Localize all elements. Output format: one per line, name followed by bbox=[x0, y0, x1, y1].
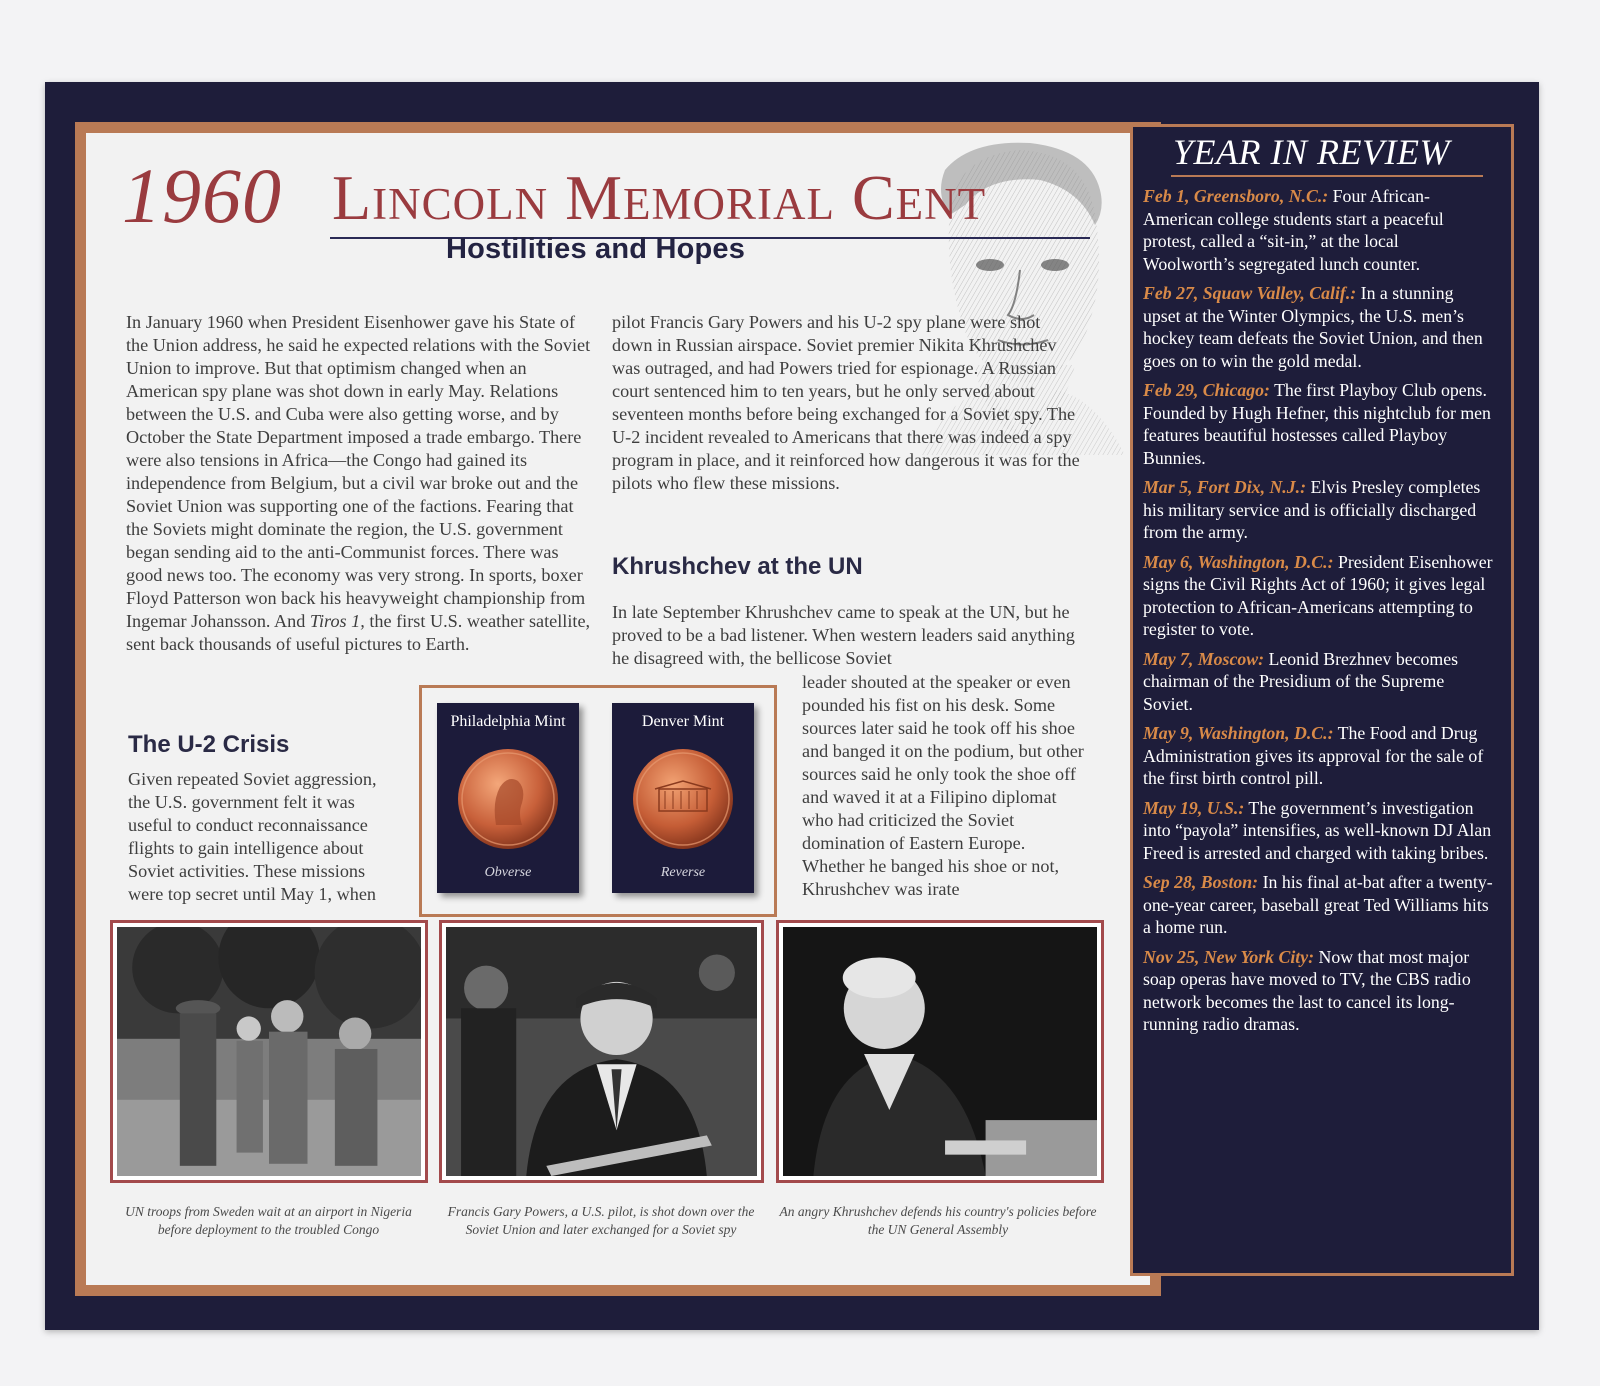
event-text: The Food and Drug Administration gives its approval for the sale of the first birth control pill. bbox=[1143, 723, 1484, 788]
intro-column-1 bbox=[126, 311, 596, 656]
event-date: Nov 25, New York City: bbox=[1143, 946, 1315, 967]
philadelphia-label: Philadelphia Mint bbox=[450, 713, 566, 730]
event-text: In his final at-bat after a twenty-one-year career, baseball great Ted Williams hits a home run. bbox=[1143, 872, 1493, 937]
u2-text: Given repeated Soviet aggression, the U.S. government felt it was useful to conduct reconnaissance flights to gain intelligence about Soviet activities. These missions were top secret until May 1, when bbox=[128, 769, 377, 904]
un-text-a: In late September Khrushchev came to speak at the UN, but he proved to be a bad listener. When western leaders said anything he disagreed with, the bellicose Soviet bbox=[612, 602, 1075, 668]
gary-powers-image bbox=[446, 927, 757, 1176]
event-text: Elvis Presley completes his military service and is officially discharged from the army. bbox=[1143, 477, 1481, 542]
event-date: May 19, U.S.: bbox=[1143, 797, 1245, 818]
event-date: Feb 29, Chicago: bbox=[1143, 380, 1270, 400]
event-item bbox=[1143, 648, 1493, 716]
un-heading: Khrushchev at the UN bbox=[612, 553, 863, 580]
denver-card bbox=[612, 703, 754, 893]
event-text: President Eisenhower signs the Civil Rights Act of 1960; it gives legal protection to African-Americans attempting to register to vote. bbox=[1143, 551, 1493, 639]
event-date: Sep 28, Boston: bbox=[1143, 872, 1259, 892]
event-item bbox=[1143, 722, 1493, 790]
philadelphia-card bbox=[437, 703, 579, 893]
un-troops-image bbox=[117, 927, 421, 1176]
year-in-review-panel bbox=[1130, 124, 1514, 1276]
reverse-label: Reverse bbox=[660, 865, 706, 880]
photo-un-troops bbox=[110, 920, 428, 1183]
page-title: Lincoln Memorial Cent bbox=[332, 162, 987, 233]
event-text: Four African-American college students start a peaceful protest, called a “sit-in,” at the local Woolworth’s segregated lunch counter. bbox=[1143, 186, 1444, 274]
tiros-text: Tiros 1, bbox=[309, 611, 365, 631]
intro-text-end: the first U.S. weather satellite, sent back thousands of useful pictures to Earth. bbox=[126, 611, 591, 654]
denver-label: Denver Mint bbox=[641, 713, 725, 730]
year-in-review-title: YEAR IN REVIEW bbox=[1173, 132, 1450, 172]
main-panel bbox=[86, 133, 1150, 1285]
event-text: Now that most major soap operas have moved to TV, the CBS radio network becomes the last to cancel its long-running radio dramas. bbox=[1143, 946, 1471, 1034]
photo-khrushchev bbox=[776, 920, 1104, 1183]
coin-display bbox=[419, 685, 777, 917]
event-item bbox=[1143, 946, 1493, 1036]
display-board bbox=[45, 82, 1539, 1330]
intro-text: In January 1960 when President Eisenhower gave his State of the Union address, he said he expected relations with the Soviet Union to improve. But that optimism changed when an American spy plane was shot down in early May. Relations between the U.S. and Cuba were also getting worse, and by October the State Department imposed a trade embargo. There were also tensions in Africa—the Congo had gained its independence from Belgium, but a civil war broke out and the Soviet Union was supporting one of the factions. Fearing that the Soviets might dominate the region, the U.S. government began sending aid to the anti-Communist forces. There was good news too. The economy was very strong. In sports, boxer Floyd Patterson won back his heavyweight championship from Ingemar Johansson. And bbox=[126, 312, 591, 631]
event-date: May 7, Moscow: bbox=[1143, 648, 1265, 669]
event-text: Leonid Brezhnev becomes chairman of the Presidium of the Supreme Soviet. bbox=[1143, 648, 1459, 714]
caption-un-troops: UN troops from Sweden wait at an airport in Nigeria before deployment to the troubled Congo bbox=[125, 1204, 412, 1237]
event-date: Feb 27, Squaw Valley, Calif.: bbox=[1143, 283, 1357, 303]
event-item bbox=[1143, 476, 1493, 544]
event-item bbox=[1143, 797, 1493, 865]
event-item bbox=[1143, 282, 1493, 372]
reverse-coin-image bbox=[631, 747, 735, 851]
event-item bbox=[1143, 871, 1493, 939]
event-text: In a stunning upset at the Winter Olympics, the U.S. men’s hockey team defeats the Soviet Union, and then goes on to win the gold medal. bbox=[1143, 283, 1483, 371]
caption-powers: Francis Gary Powers, a U.S. pilot, is shot down over the Soviet Union and later exchanged for a Soviet spy bbox=[447, 1204, 755, 1237]
title-year: 1960 bbox=[122, 152, 282, 239]
khrushchev-image bbox=[783, 927, 1097, 1176]
year-in-review-underline bbox=[1171, 175, 1483, 177]
u2-heading: The U-2 Crisis bbox=[128, 731, 290, 758]
intro-column-2: pilot Francis Gary Powers and his U-2 spy plane were shot down in Russian airspace. Soviet premier Nikita Khrushchev was outraged, and had Powers tried for espionage. A Russian court sentenced him to ten years, but he only served about seventeen months before being exchanged for a Soviet spy. The U-2 incident revealed to Americans that there was indeed a spy program in place, and it reinforced how dangerous it was for the pilots who flew these missions. bbox=[612, 312, 1080, 493]
event-item bbox=[1143, 185, 1493, 275]
event-item bbox=[1143, 551, 1493, 641]
event-date: Feb 1, Greensboro, N.C.: bbox=[1143, 186, 1329, 206]
event-item bbox=[1143, 379, 1493, 469]
un-text-b: leader shouted at the speaker or even pounded his fist on his desk. Some sources later said he took off his shoe and banged it on the podium, but other sources said he only took the shoe off and waved it at a Filipino diplomat who had criticized the Soviet domination of Eastern Europe. Whether he banged his shoe or not, Khrushchev was irate bbox=[802, 672, 1084, 899]
event-text: The first Playboy Club opens. Founded by Hugh Hefner, this nightclub for men features beautiful hostesses called Playboy Bunnies. bbox=[1143, 380, 1491, 468]
event-date: May 9, Washington, D.C.: bbox=[1143, 723, 1334, 743]
obverse-label: Obverse bbox=[484, 865, 532, 880]
event-text: The government’s investigation into “payola” intensifies, as well-known DJ Alan Freed is arrested and charged with taking bribes. bbox=[1143, 797, 1492, 863]
event-date: May 6, Washington, D.C.: bbox=[1143, 551, 1334, 572]
title-row bbox=[122, 151, 1102, 239]
events-list bbox=[1143, 185, 1493, 1043]
event-date: Mar 5, Fort Dix, N.J.: bbox=[1143, 477, 1307, 497]
page-subtitle: Hostilities and Hopes bbox=[446, 233, 746, 265]
caption-khrushchev: An angry Khrushchev defends his country's policies before the UN General Assembly bbox=[779, 1204, 1097, 1237]
photo-powers bbox=[439, 920, 764, 1183]
obverse-coin-image bbox=[456, 747, 560, 851]
main-panel-frame bbox=[75, 122, 1161, 1296]
